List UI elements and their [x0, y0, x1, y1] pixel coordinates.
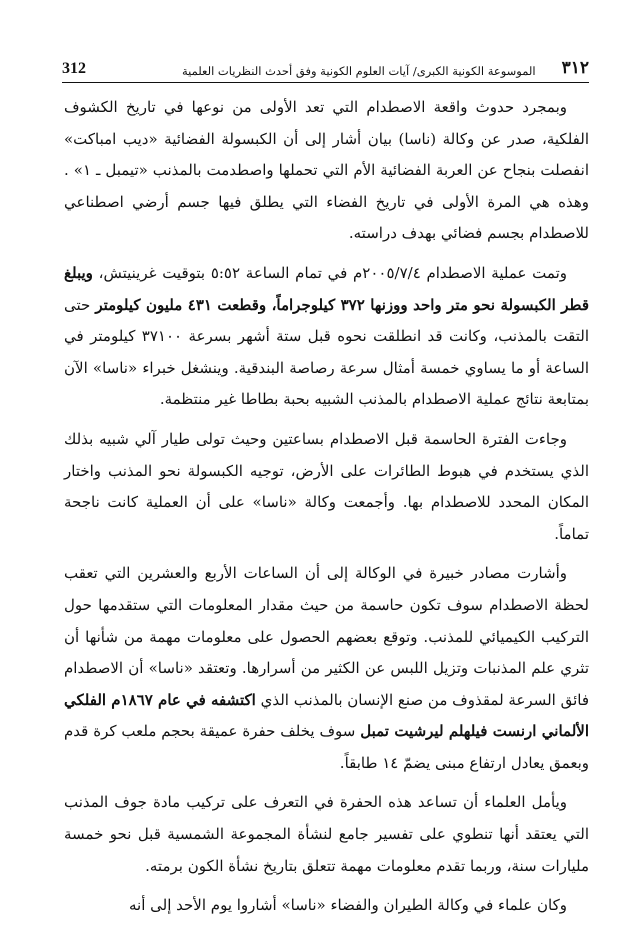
paragraph-4-bold: اكتشفه في عام ١٨٦٧م الفلكي الألماني ارنست فيلهلم ليرشيت تمبل [64, 690, 589, 741]
page-number-arabic: ٣١٢ [561, 58, 589, 78]
paragraph-4 [64, 558, 589, 779]
paragraph-4-part-a: وأشارت مصادر خبيرة في الوكالة إلى أن الساعات الأربع والعشرين التي تعقب لحظة الاصطدام سوف تكون حاسمة من حيث مقدار المعلومات التي ستقدمها حول التركيب الكيميائي للمذنب. وتوقع بعضهم الحصول على معلومات مهمة من شأنها أن تثري علم المذنبات وتزيل اللبس عن الكثير من أسرارها. وتعتقد «ناسا» أن الاصطدام فائق السرعة لمقذوف من صنع الإنسان بالمذنب الذي [64, 564, 589, 709]
paragraph-2-part-b: حتى التقت بالمذنب، وكانت قد انطلقت نحوه قبل ستة أشهر بسرعة ٣٧١٠٠ كيلومتر في الساعة أو ما يساوي خمسة أمثال سرعة رصاصة البندقية. وينشغل خبراء «ناسا» الآن بمتابعة نتائج عملية الاصطدام بالمذنب الشبيه بحبة بطاطا غير منتظمة. [64, 295, 589, 409]
paragraph-2 [64, 258, 589, 416]
paragraph-4-part-b: سوف يخلف حفرة عميقة بحجم ملعب كرة قدم وبعمق يعادل ارتفاع مبنى يضمّ ١٤ طابقاً. [64, 722, 589, 772]
running-title: الموسوعة الكونية الكبرى/ آيات العلوم الكونية وفق أحدث النظريات العلمية [181, 64, 536, 78]
paragraph-3: وجاءت الفترة الحاسمة قبل الاصطدام بساعتين وحيث تولى طيار آلي شبيه بذلك الذي يستخدم في هبوط الطائرات على الأرض، توجيه الكبسولة نحو المذنب واختار المكان المحدد للاصطدام بها. وأجمعت وكالة «ناسا» على أن العملية كانت ناجحة تماماً. [64, 429, 589, 543]
body-text [64, 92, 589, 930]
paragraph-5: ويأمل العلماء أن تساعد هذه الحفرة في التعرف على تركيب مادة جوف المذنب التي يعتقد أنها تنطوي على تفسير جامع لنشأة المجموعة الشمسية قبل نحو خمسة مليارات سنة، وربما تقدم معلومات مهمة تتعلق بتاريخ نشأة الكون برمته. [64, 793, 589, 875]
paragraph-1: وبمجرد حدوث واقعة الاصطدام التي تعد الأولى من نوعها في تاريخ الكشوف الفلكية، صدر عن وكالة (ناسا) بيان أشار إلى أن الكبسولة الفضائية «ديب امباكت» انفصلت بنجاح عن العربة الفضائية الأم التي تحملها واصطدمت بالمذنب «تيمبل ـ ١» . وهذه هي المرة الأولى في تاريخ الفضاء التي يطلق فيها جسم أرضي اصطناعي للاصطدام بجسم فضائي بهدف دراسته. [64, 98, 589, 243]
page-header [62, 50, 589, 83]
header-right-group [182, 58, 589, 78]
paragraph-2-part-a: وتمت عملية الاصطدام ٢٠٠٥/٧/٤م في تمام الساعة ٥:٥٢ بتوقيت غرينيتش، [92, 263, 567, 282]
page-number-latin: 312 [62, 60, 86, 77]
paragraph-6: وكان علماء في وكالة الطيران والفضاء «ناسا» أشاروا يوم الأحد إلى أنه [128, 896, 567, 915]
paragraph-2-bold: ويبلغ قطر الكبسولة نحو متر واحد ووزنها ٣٧٢ كيلوجراماً، وقطعت ٤٣١ مليون كيلومتر [64, 263, 589, 314]
